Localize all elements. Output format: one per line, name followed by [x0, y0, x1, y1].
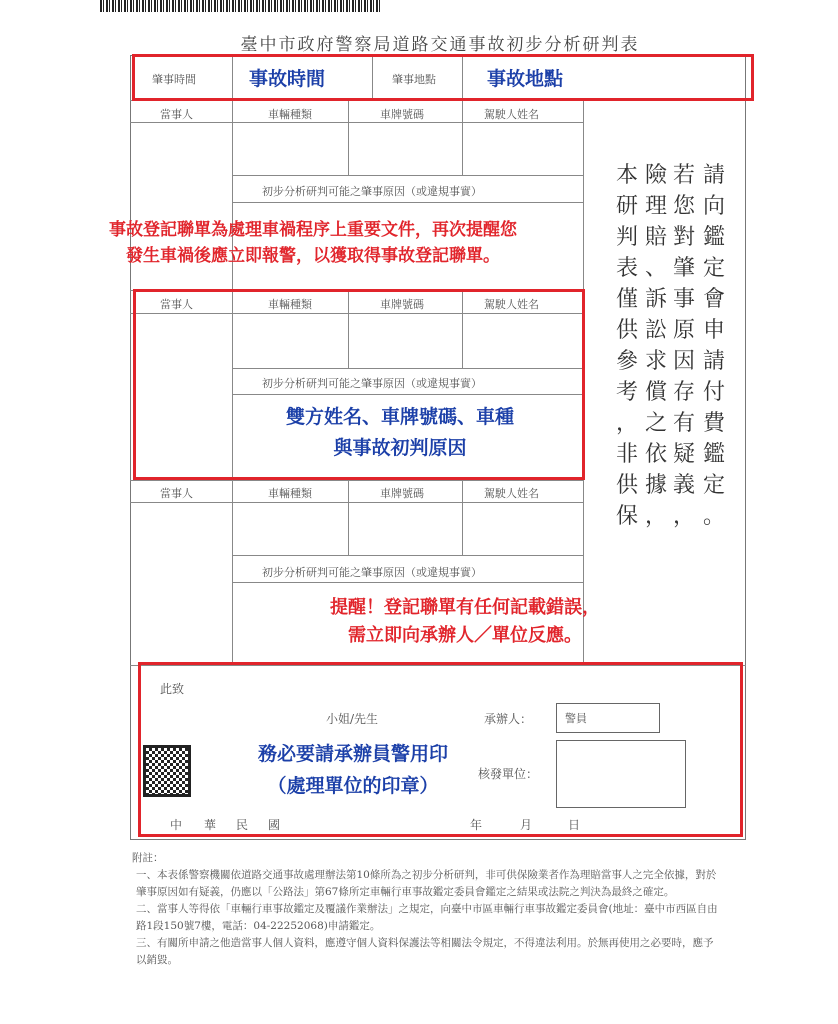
- annotation-accident-time: 事故時間: [249, 68, 326, 90]
- vertical-notice-char: 費: [702, 411, 725, 436]
- addressee-label: 小姐/先生: [326, 712, 379, 726]
- party3-top-divider: [130, 480, 583, 481]
- vertical-notice-char: 您: [672, 194, 695, 219]
- vertical-notice-char: 向: [702, 194, 725, 219]
- vertical-notice-char: ，: [672, 504, 695, 529]
- vertical-notice-char: 肇: [672, 256, 695, 281]
- vertical-notice-char: 理: [644, 194, 667, 219]
- party3-header-driver: 駕駛人姓名: [484, 487, 539, 500]
- party3-col-divider: [348, 480, 349, 555]
- annotation-error-reminder: [265, 594, 665, 650]
- annotation-error-line1: 提醒！登記聯單有任何記載錯誤，: [330, 597, 600, 618]
- vertical-notice-char: 考: [615, 380, 638, 405]
- date-month: 月: [520, 818, 533, 832]
- highlight-header-row: [132, 54, 754, 101]
- note-item-2: 二、當事人等得依「車輛行車事故鑑定及覆議作業辦法」之規定，向臺中市區車輛行車事故鑑定委員會(地址：臺中市西區自由路1段150號7樓，電話：04-22252068)申請鑑定。: [136, 903, 718, 932]
- party2-header-party: 當事人: [160, 298, 193, 311]
- time-label: 肇事時間: [152, 73, 196, 86]
- vertical-notice-char: 付: [702, 380, 725, 405]
- party2-header-plate: 車牌號碼: [380, 298, 424, 311]
- vertical-notice-char: 若: [672, 163, 695, 188]
- party1-cause-label: 初步分析研判可能之肇事原因（或違規事實）: [262, 185, 482, 198]
- vertical-notice-char: 義: [672, 473, 695, 498]
- vertical-notice-char: 定: [702, 473, 725, 498]
- vertical-notice-char: 供: [615, 473, 638, 498]
- vertical-notice-char: 之: [644, 411, 667, 436]
- party1-header-party: 當事人: [160, 108, 193, 121]
- party1-header-plate: 車牌號碼: [380, 108, 424, 121]
- party3-col-divider: [462, 480, 463, 555]
- party1-header-vehicle: 車輛種類: [268, 108, 312, 121]
- party3-header-party: 當事人: [160, 487, 193, 500]
- party1-cause-divider: [232, 175, 583, 176]
- vertical-notice-char: 訴: [644, 287, 667, 312]
- note-item-1: 一、本表係警察機關依道路交通事故處理辦法第10條所為之初步分析研判，非可供保險業者作為理賠當事人之完全依據，對於肇事原因如有疑義，仍應以「公路法」第67條所定車輛行車事故鑑定委員會鑑定之結果或法院之判決為最終之確定。: [136, 869, 717, 898]
- vertical-notice-char: 供: [615, 318, 638, 343]
- party1-header-divider: [130, 122, 583, 123]
- vertical-notice-char: 判: [615, 225, 638, 250]
- vertical-notice-char: 訟: [644, 318, 667, 343]
- handler-label: 承辦人：: [484, 712, 533, 726]
- vertical-notice-char: 會: [702, 287, 725, 312]
- note-item-3: 三、有關所申請之他造當事人個人資料，應遵守個人資料保護法等相關法令規定，不得違法利用。於無再使用之必要時，應予以銷毀。: [136, 937, 714, 966]
- party3-col-divider: [232, 480, 233, 665]
- party3-header-divider: [130, 502, 583, 503]
- date-year: 年: [470, 818, 483, 832]
- date-day: 日: [568, 818, 581, 832]
- vertical-notice-char: 申: [702, 318, 725, 343]
- vertical-notice-char: 原: [672, 318, 695, 343]
- salutation: 此致: [160, 682, 185, 696]
- party2-header-driver: 駕駛人姓名: [484, 298, 539, 311]
- vertical-notice-char: 請: [702, 349, 725, 374]
- vertical-notice-char: 研: [615, 194, 638, 219]
- party1-header-driver: 駕駛人姓名: [484, 108, 539, 121]
- annotation-seal-line1: 務必要請承辦員警用印: [257, 743, 448, 765]
- vertical-notice-char: 。: [702, 504, 725, 529]
- vertical-notice-char: 償: [644, 380, 667, 405]
- party1-col-divider: [462, 100, 463, 175]
- vertical-notice-char: 非: [615, 442, 638, 467]
- vertical-notice-char: 請: [702, 163, 725, 188]
- vertical-notice-char: 表: [615, 256, 638, 281]
- document-title: 臺中市政府警察局道路交通事故初步分析研判表: [240, 35, 640, 55]
- vertical-notice-char: 賠: [644, 225, 667, 250]
- vertical-notice-char: 參: [615, 349, 638, 374]
- vertical-notice-char: 本: [615, 163, 638, 188]
- vertical-notice-col-4: [614, 160, 640, 532]
- party3-cause-label: 初步分析研判可能之肇事原因（或違規事實）: [262, 566, 482, 579]
- vertical-notice-char: 鑑: [702, 225, 725, 250]
- vertical-notice-char: 鑑: [702, 442, 725, 467]
- vertical-notice-char: 存: [672, 380, 695, 405]
- annotation-parties-line2: 與事故初判原因: [333, 437, 467, 459]
- vertical-notice-char: 據: [644, 473, 667, 498]
- annotation-seal: [208, 738, 498, 802]
- party3-cause-divider: [232, 582, 583, 583]
- party1-col-divider: [348, 100, 349, 175]
- vertical-notice-char: 求: [644, 349, 667, 374]
- party2-header-vehicle: 車輛種類: [268, 298, 312, 311]
- vertical-notice-char: 因: [672, 349, 695, 374]
- vertical-notice-char: 依: [644, 442, 667, 467]
- date-zhong: 中: [170, 818, 183, 832]
- annotation-seal-line2: （處理單位的印章）: [267, 775, 439, 797]
- vertical-notice-char: 、: [644, 256, 667, 281]
- issuing-unit-label: 核發單位：: [478, 767, 539, 781]
- party3-header-plate: 車牌號碼: [380, 487, 424, 500]
- annotation-reminder: [18, 217, 608, 270]
- annotation-parties-line1: 雙方姓名、車牌號碼、車種: [285, 406, 514, 428]
- annotation-accident-place: 事故地點: [487, 68, 564, 90]
- date-guo: 國: [268, 818, 281, 832]
- annotation-reminder-line2: 發生車禍後應立即報警，以獲取得事故登記聯單。: [126, 246, 500, 267]
- vertical-notice-char: ，: [615, 411, 638, 436]
- vertical-notice-char: 事: [672, 287, 695, 312]
- vertical-notice-char: 保: [615, 504, 638, 529]
- barcode: [100, 0, 380, 12]
- annotation-parties: [230, 402, 570, 464]
- vertical-notice-col-3: [643, 160, 669, 532]
- date-min: 民: [236, 818, 249, 832]
- handler-value: 警員: [565, 712, 587, 725]
- vertical-notice-char: 對: [672, 225, 695, 250]
- vertical-notice-char: 有: [672, 411, 695, 436]
- vertical-notice-char: 疑: [672, 442, 695, 467]
- vertical-notice-char: 險: [644, 163, 667, 188]
- date-hua: 華: [204, 818, 217, 832]
- party3-cause-divider: [232, 555, 583, 556]
- party2-cause-label: 初步分析研判可能之肇事原因（或違規事實）: [262, 377, 482, 390]
- party3-header-vehicle: 車輛種類: [268, 487, 312, 500]
- vertical-notice-char: ，: [644, 504, 667, 529]
- vertical-notice-col-1: [701, 160, 727, 532]
- annotation-reminder-line1: 事故登記聯單為處理車禍程序上重要文件，再次提醒您: [109, 220, 517, 240]
- annotation-error-line2: 需立即向承辦人／單位反應。: [348, 624, 582, 646]
- notes-section: [132, 850, 722, 969]
- place-label: 肇事地點: [392, 73, 436, 86]
- party1-cause-divider: [232, 202, 583, 203]
- vertical-notice-col-2: [671, 160, 697, 532]
- vertical-notice-char: 僅: [615, 287, 638, 312]
- notes-heading: 附註：: [132, 852, 164, 864]
- vertical-notice-char: 定: [702, 256, 725, 281]
